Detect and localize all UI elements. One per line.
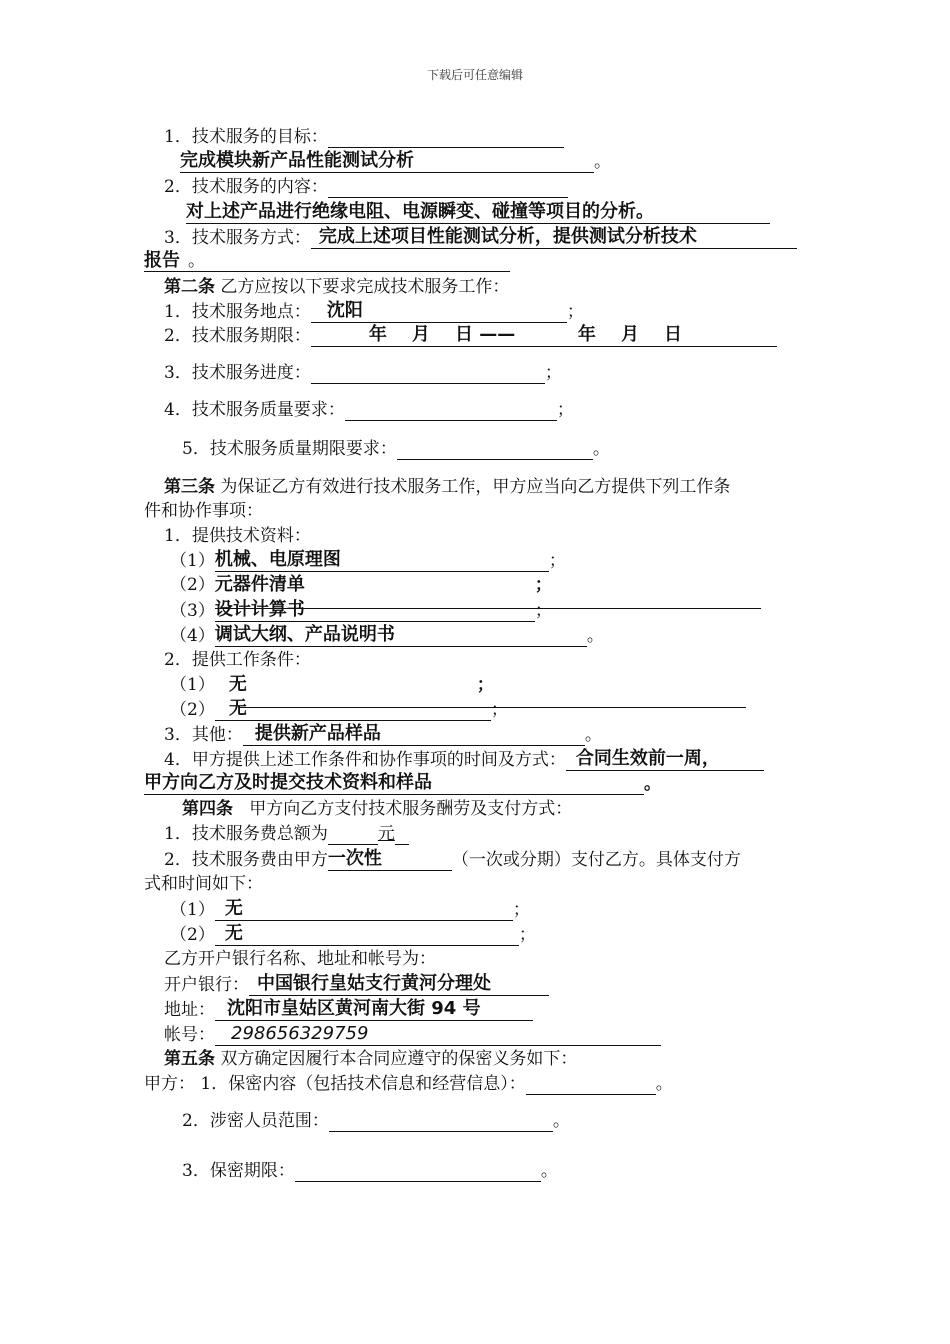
party-label: 甲方： bbox=[144, 1074, 195, 1094]
other-end: 。 bbox=[584, 725, 602, 745]
condition-num: （1） bbox=[170, 675, 215, 695]
method-value-line-2 bbox=[144, 250, 205, 272]
art4-heading bbox=[182, 798, 572, 820]
time-line bbox=[164, 748, 764, 771]
pay-end: ； bbox=[512, 900, 530, 920]
conditions-label: 2．提供工作条件： bbox=[164, 650, 311, 670]
bank-intro: 乙方开户银行名称、地址和帐号为： bbox=[164, 949, 436, 969]
condition-num: （2） bbox=[170, 700, 215, 720]
addr-value: 沈阳市皇姑区黄河南大街 94 号 bbox=[215, 998, 533, 1021]
pay-item-2 bbox=[170, 923, 536, 946]
art5-title: 第五条 bbox=[164, 1049, 215, 1069]
art3-text-2: 件和协作事项： bbox=[144, 501, 263, 521]
secret-content-end: 。 bbox=[655, 1074, 673, 1094]
material-value: 设计计算书 bbox=[215, 599, 535, 622]
addr-line bbox=[164, 998, 533, 1021]
secret-scope-end: 。 bbox=[552, 1111, 570, 1131]
other-label: 3．其他： bbox=[164, 725, 243, 745]
pay-item-value: 无 bbox=[215, 898, 513, 921]
pay-text: （一次或分期）支付乙方。具体支付方 bbox=[451, 850, 741, 870]
place-label: 1．技术服务地点： bbox=[164, 302, 311, 322]
art4-text: 甲方向乙方支付技术服务酬劳及支付方式： bbox=[249, 799, 573, 819]
art2-text: 乙方应按以下要求完成技术服务工作： bbox=[220, 277, 510, 297]
place-line bbox=[164, 300, 584, 323]
bank-value: 中国银行皇姑支行黄河分理处 bbox=[249, 973, 549, 996]
total-label: 1．技术服务费总额为 bbox=[164, 824, 328, 844]
method-value-1: 完成上述项目性能测试分析，提供测试分析技术 bbox=[311, 226, 797, 249]
goal-blank bbox=[328, 129, 564, 148]
secret-content-blank bbox=[526, 1076, 656, 1095]
pay-line bbox=[164, 848, 741, 871]
secret-period-end: 。 bbox=[540, 1161, 558, 1181]
condition-item-2 bbox=[170, 698, 508, 721]
progress-blank bbox=[311, 365, 545, 384]
quality-term-end: 。 bbox=[592, 439, 610, 459]
total-blank bbox=[328, 826, 378, 845]
progress-line bbox=[164, 362, 562, 384]
art3-title: 第三条 bbox=[164, 477, 215, 497]
quality-line bbox=[164, 399, 574, 421]
addr-label: 地址： bbox=[164, 1000, 215, 1020]
pay-end: ； bbox=[518, 925, 536, 945]
total-unit: 元 bbox=[377, 824, 395, 844]
pay-value: 一次性 bbox=[328, 848, 452, 871]
place-value: 沈阳 bbox=[311, 300, 567, 323]
condition-value: 无 bbox=[228, 674, 247, 695]
material-num: （3） bbox=[170, 601, 215, 621]
goal-period: 。 bbox=[594, 152, 611, 172]
art3-text-1: 为保证乙方有效进行技术服务工作，甲方应当向乙方提供下列工作条 bbox=[220, 477, 731, 497]
goal-value: 完成模块新产品性能测试分析 bbox=[180, 150, 594, 173]
other-line bbox=[164, 723, 602, 746]
page-header: 下载后可任意编辑 bbox=[426, 68, 523, 82]
material-end: 。 bbox=[586, 626, 604, 646]
pay-item-value: 无 bbox=[215, 923, 519, 946]
content-blank bbox=[328, 179, 568, 198]
materials-label: 1．提供技术资料： bbox=[164, 526, 311, 546]
secret-content-label: 1．保密内容（包括技术信息和经营信息）： bbox=[200, 1074, 526, 1094]
secret-period-line bbox=[182, 1160, 558, 1182]
method-label: 3．技术服务方式： bbox=[164, 228, 311, 248]
art5-text: 双方确定因履行本合同应遵守的保密义务如下： bbox=[220, 1049, 578, 1069]
pay-num: （1） bbox=[170, 900, 215, 920]
condition-item-1 bbox=[170, 674, 494, 696]
condition-end: ； bbox=[476, 675, 494, 695]
pay-num: （2） bbox=[170, 925, 215, 945]
quality-term-line bbox=[182, 438, 610, 460]
term-line bbox=[164, 324, 777, 347]
progress-label: 3．技术服务进度： bbox=[164, 363, 311, 383]
quality-term-blank bbox=[397, 441, 593, 460]
acct-line bbox=[164, 1023, 661, 1046]
pay-label: 2．技术服务费由甲方 bbox=[164, 850, 328, 870]
pay-item-1 bbox=[170, 898, 530, 921]
secret-scope-blank bbox=[329, 1113, 553, 1132]
art4-title: 第四条 bbox=[182, 799, 233, 819]
material-item-4 bbox=[170, 624, 604, 647]
secret-scope-label: 2．涉密人员范围： bbox=[182, 1111, 329, 1131]
time-line-2 bbox=[144, 772, 661, 795]
secret-period-label: 3．保密期限： bbox=[182, 1161, 295, 1181]
condition-end: ； bbox=[490, 700, 508, 720]
art5-heading bbox=[164, 1048, 577, 1070]
material-item-3 bbox=[170, 599, 552, 622]
bank-line bbox=[164, 973, 549, 996]
quality-label: 4．技术服务质量要求： bbox=[164, 400, 345, 420]
goal-label: 1．技术服务的目标： bbox=[164, 127, 328, 147]
time-value-1: 合同生效前一周， bbox=[566, 748, 764, 771]
material-end: ； bbox=[548, 551, 566, 571]
material-item-1 bbox=[170, 549, 566, 572]
other-value: 提供新产品样品 bbox=[243, 723, 585, 746]
term-value: 年 月 日 —— 年 月 日 bbox=[311, 324, 777, 347]
bank-label: 开户银行： bbox=[164, 975, 249, 995]
quality-term-label: 5．技术服务质量期限要求： bbox=[182, 439, 397, 459]
art3-heading bbox=[164, 476, 730, 498]
material-item-2 bbox=[170, 574, 552, 596]
term-label: 2．技术服务期限： bbox=[164, 326, 311, 346]
art2-heading bbox=[164, 276, 509, 298]
acct-label: 帐号： bbox=[164, 1025, 215, 1045]
material-strike-3 bbox=[215, 608, 761, 609]
secret-period-blank bbox=[295, 1163, 541, 1182]
time-label: 4．甲方提供上述工作条件和协作事项的时间及方式： bbox=[164, 750, 566, 770]
condition-value: 无 bbox=[215, 698, 491, 721]
content-value-line bbox=[186, 201, 770, 224]
method-line bbox=[164, 226, 797, 249]
method-underline bbox=[144, 271, 510, 272]
material-end: ； bbox=[534, 575, 552, 595]
secret-content-line bbox=[144, 1073, 673, 1095]
condition-strike-2 bbox=[240, 707, 746, 708]
total-line bbox=[164, 823, 409, 845]
material-end: ； bbox=[534, 601, 552, 621]
goal-line bbox=[164, 126, 564, 148]
content-line bbox=[164, 176, 568, 198]
material-value: 元器件清单 bbox=[214, 574, 305, 595]
total-unit-blank bbox=[395, 826, 409, 845]
material-num: （4） bbox=[170, 626, 215, 646]
method-value-2: 报告 bbox=[144, 250, 180, 271]
goal-value-line bbox=[180, 150, 611, 173]
pay-text-2: 式和时间如下： bbox=[144, 874, 263, 894]
quality-blank bbox=[345, 402, 557, 421]
time-value-2: 甲方向乙方及时提交技术资料和样品 bbox=[144, 772, 644, 795]
material-num: （1） bbox=[170, 551, 215, 571]
art2-title: 第二条 bbox=[164, 277, 215, 297]
place-end: ； bbox=[566, 302, 584, 322]
quality-end: ； bbox=[556, 400, 574, 420]
content-value: 对上述产品进行绝缘电阻、电源瞬变、碰撞等项目的分析。 bbox=[186, 201, 770, 224]
material-num: （2） bbox=[170, 575, 215, 595]
secret-scope-line bbox=[182, 1110, 570, 1132]
material-value: 机械、电原理图 bbox=[215, 549, 549, 572]
method-end: 。 bbox=[188, 251, 205, 271]
content-label: 2．技术服务的内容： bbox=[164, 177, 328, 197]
acct-value: 298656329759 bbox=[215, 1023, 661, 1046]
material-value: 调试大纲、产品说明书 bbox=[215, 624, 587, 647]
time-end: 。 bbox=[644, 774, 661, 794]
progress-end: ； bbox=[544, 363, 562, 383]
